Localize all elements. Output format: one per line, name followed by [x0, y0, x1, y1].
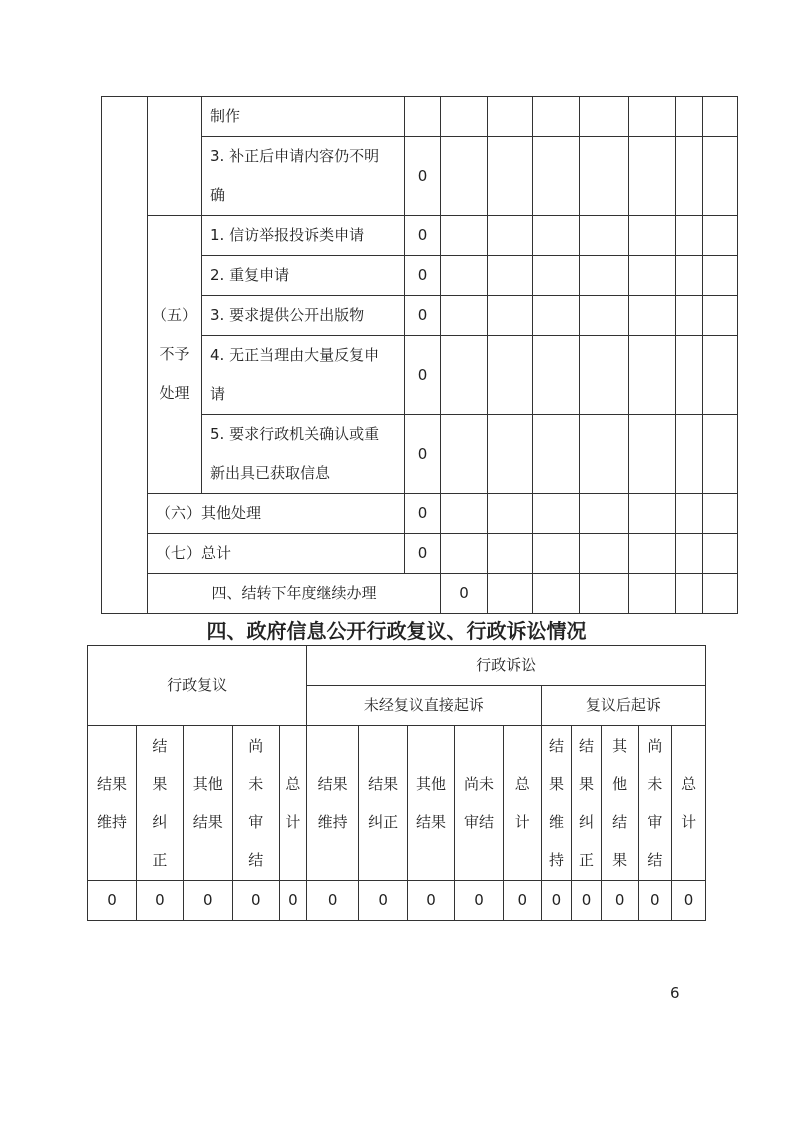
item-label: 制作	[202, 97, 405, 137]
value-cell: 0	[405, 137, 441, 216]
column-header: 其他 结果	[183, 726, 232, 881]
table-row	[102, 574, 738, 614]
value-cell: 0	[408, 881, 455, 921]
review-litigation-table	[87, 645, 706, 921]
column-header: 结果 纠正	[359, 726, 408, 881]
group-blank-cell	[148, 97, 202, 216]
column-header: 总 计	[503, 726, 541, 881]
item-label: 4. 无正当理由大量反复申 请	[202, 336, 405, 415]
direct-suit-header: 未经复议直接起诉	[307, 686, 541, 726]
value-cell: 0	[405, 296, 441, 336]
value-cell: 0	[307, 881, 359, 921]
value-cell: 0	[136, 881, 183, 921]
column-header: 尚 未 审 结	[232, 726, 279, 881]
table-row	[102, 534, 738, 574]
value-cell: 0	[279, 881, 307, 921]
item-label: 5. 要求行政机关确认或重 新出具已获取信息	[202, 415, 405, 494]
admin-review-header: 行政复议	[88, 646, 307, 726]
item-label: 2. 重复申请	[202, 256, 405, 296]
column-header: 总 计	[672, 726, 706, 881]
group-label-not-processed: （五） 不予 处理	[148, 216, 202, 494]
value-cell: 0	[405, 216, 441, 256]
value-cell: 0	[672, 881, 706, 921]
value-cell: 0	[88, 881, 137, 921]
table-row	[88, 881, 706, 921]
value-cell: 0	[572, 881, 602, 921]
item-label: 1. 信访举报投诉类申请	[202, 216, 405, 256]
value-cell: 0	[601, 881, 638, 921]
value-cell: 0	[441, 574, 488, 614]
table-row	[102, 216, 738, 256]
value-cell: 0	[405, 336, 441, 415]
carry-over-label: 四、结转下年度继续办理	[148, 574, 441, 614]
value-cell: 0	[503, 881, 541, 921]
page-number: 6	[670, 984, 680, 1002]
item-label: 3. 补正后申请内容仍不明 确	[202, 137, 405, 216]
after-review-suit-header: 复议后起诉	[541, 686, 705, 726]
outer-blank-cell	[102, 97, 148, 614]
value-cell: 0	[359, 881, 408, 921]
column-header: 结 果 维 持	[541, 726, 572, 881]
other-processing-label: （六）其他处理	[148, 494, 405, 534]
value-cell: 0	[638, 881, 672, 921]
value-cell: 0	[183, 881, 232, 921]
value-cell: 0	[232, 881, 279, 921]
value-cell: 0	[405, 415, 441, 494]
total-label: （七）总计	[148, 534, 405, 574]
value-cell	[405, 97, 441, 137]
processing-results-table	[101, 96, 738, 614]
column-header: 结果 维持	[88, 726, 137, 881]
admin-litigation-header: 行政诉讼	[307, 646, 706, 686]
item-label: 3. 要求提供公开出版物	[202, 296, 405, 336]
table-header-row	[88, 646, 706, 686]
value-cell: 0	[455, 881, 504, 921]
value-cell: 0	[405, 494, 441, 534]
section-title: 四、政府信息公开行政复议、行政诉讼情况	[206, 619, 587, 643]
column-header: 尚 未 审 结	[638, 726, 672, 881]
column-header: 结 果 纠 正	[572, 726, 602, 881]
table-row	[102, 494, 738, 534]
table-header-row	[88, 726, 706, 881]
value-cell: 0	[541, 881, 572, 921]
column-header: 其 他 结 果	[601, 726, 638, 881]
column-header: 尚未 审结	[455, 726, 504, 881]
value-cell: 0	[405, 534, 441, 574]
table-row	[102, 97, 738, 137]
column-header: 其他 结果	[408, 726, 455, 881]
column-header: 总 计	[279, 726, 307, 881]
column-header: 结果 维持	[307, 726, 359, 881]
column-header: 结 果 纠 正	[136, 726, 183, 881]
value-cell: 0	[405, 256, 441, 296]
